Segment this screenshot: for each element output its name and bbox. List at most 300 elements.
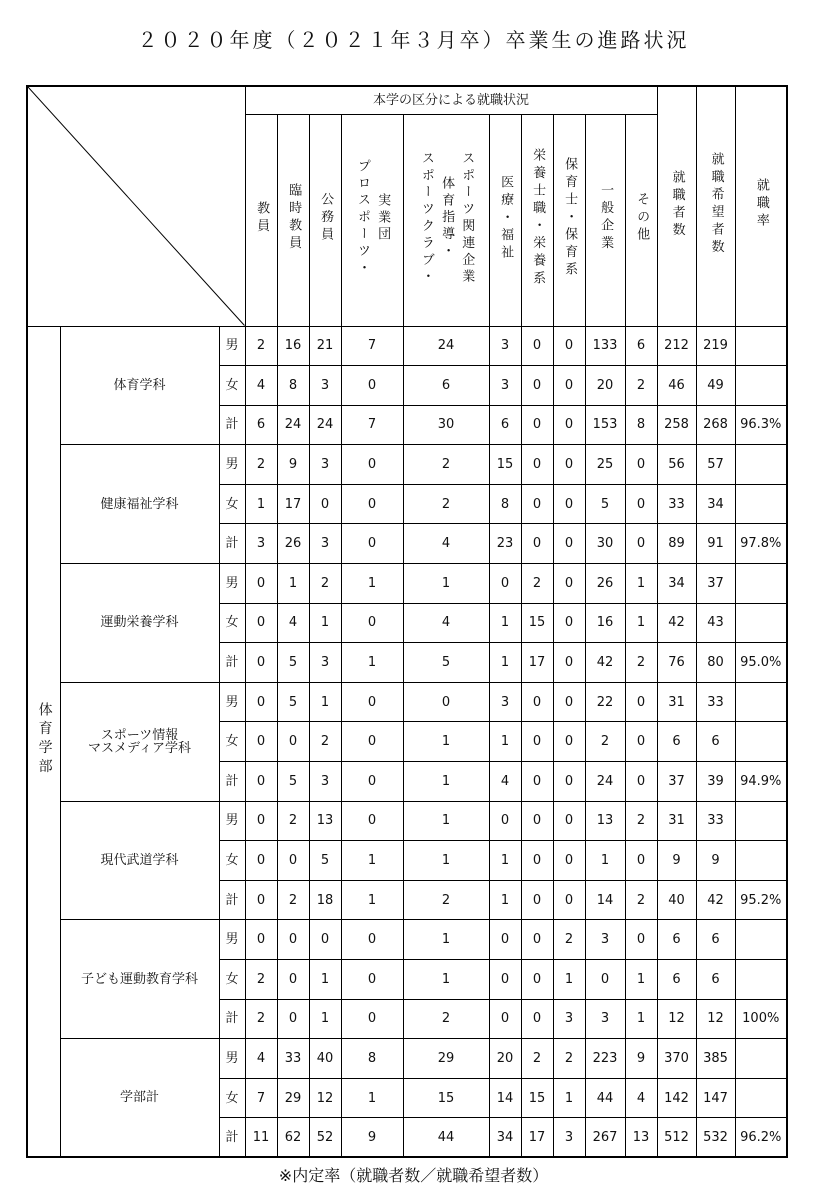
value-cell: 0 bbox=[585, 960, 625, 1000]
value-cell: 15 bbox=[521, 603, 553, 643]
value-cell: 2 bbox=[585, 722, 625, 762]
value-cell: 5 bbox=[309, 841, 341, 881]
value-cell: 15 bbox=[403, 1078, 489, 1118]
value-cell: 49 bbox=[696, 366, 735, 406]
value-cell: 34 bbox=[657, 564, 696, 604]
value-cell: 0 bbox=[553, 326, 585, 366]
value-cell: 7 bbox=[245, 1078, 277, 1118]
value-cell: 13 bbox=[625, 1118, 657, 1158]
value-cell: 18 bbox=[309, 880, 341, 920]
value-cell: 0 bbox=[403, 682, 489, 722]
value-cell: 1 bbox=[309, 603, 341, 643]
value-cell: 1 bbox=[341, 1078, 403, 1118]
value-cell: 3 bbox=[309, 643, 341, 683]
value-cell: 1 bbox=[625, 603, 657, 643]
gender-label: 男 bbox=[219, 1039, 245, 1079]
gender-label: 女 bbox=[219, 960, 245, 1000]
value-cell: 0 bbox=[341, 999, 403, 1039]
value-cell: 3 bbox=[309, 524, 341, 564]
department-name bbox=[60, 564, 219, 683]
value-cell: 46 bbox=[657, 366, 696, 406]
value-cell: 15 bbox=[521, 1078, 553, 1118]
value-cell: 5 bbox=[277, 643, 309, 683]
value-cell: 4 bbox=[403, 603, 489, 643]
value-cell: 2 bbox=[625, 880, 657, 920]
value-cell: 7 bbox=[341, 326, 403, 366]
value-cell: 1 bbox=[489, 603, 521, 643]
value-cell: 39 bbox=[696, 762, 735, 802]
gender-label: 男 bbox=[219, 920, 245, 960]
value-cell: 0 bbox=[625, 524, 657, 564]
value-cell: 23 bbox=[489, 524, 521, 564]
value-cell: 0 bbox=[625, 841, 657, 881]
value-cell: 3 bbox=[309, 445, 341, 485]
value-cell: 1 bbox=[341, 564, 403, 604]
header-label: その他 bbox=[634, 192, 650, 245]
value-cell: 0 bbox=[553, 801, 585, 841]
value-cell: 0 bbox=[341, 445, 403, 485]
value-cell: 31 bbox=[657, 682, 696, 722]
header-general-company bbox=[585, 114, 625, 326]
value-cell: 0 bbox=[341, 960, 403, 1000]
value-cell: 1 bbox=[625, 960, 657, 1000]
value-cell: 3 bbox=[245, 524, 277, 564]
value-cell: 7 bbox=[341, 405, 403, 445]
value-cell: 0 bbox=[521, 682, 553, 722]
value-cell: 17 bbox=[521, 1118, 553, 1158]
department-name-line: スポーツ情報 bbox=[100, 727, 179, 743]
gender-label: 計 bbox=[219, 405, 245, 445]
table-row bbox=[27, 801, 787, 841]
header-label: 栄養士職・栄養系 bbox=[530, 148, 546, 289]
value-cell: 1 bbox=[403, 920, 489, 960]
value-cell: 1 bbox=[309, 960, 341, 1000]
value-cell: 2 bbox=[277, 801, 309, 841]
value-cell: 0 bbox=[245, 643, 277, 683]
value-cell: 17 bbox=[277, 484, 309, 524]
value-cell: 0 bbox=[341, 524, 403, 564]
value-cell: 12 bbox=[309, 1078, 341, 1118]
value-cell: 0 bbox=[553, 762, 585, 802]
gender-label: 計 bbox=[219, 999, 245, 1039]
value-cell: 6 bbox=[657, 722, 696, 762]
gender-label: 計 bbox=[219, 880, 245, 920]
value-cell: 1 bbox=[489, 643, 521, 683]
rate-cell bbox=[735, 564, 787, 604]
value-cell: 4 bbox=[625, 1078, 657, 1118]
rate-cell: 94.9% bbox=[735, 762, 787, 802]
header-label: 医療・福祉 bbox=[498, 174, 514, 263]
gender-label: 計 bbox=[219, 643, 245, 683]
value-cell: 16 bbox=[277, 326, 309, 366]
value-cell: 0 bbox=[521, 722, 553, 762]
value-cell: 370 bbox=[657, 1039, 696, 1079]
value-cell: 1 bbox=[489, 722, 521, 762]
value-cell: 0 bbox=[489, 920, 521, 960]
rate-cell bbox=[735, 1078, 787, 1118]
value-cell: 6 bbox=[696, 722, 735, 762]
rate-cell bbox=[735, 445, 787, 485]
value-cell: 0 bbox=[553, 484, 585, 524]
value-cell: 3 bbox=[489, 682, 521, 722]
value-cell: 3 bbox=[585, 999, 625, 1039]
value-cell: 1 bbox=[341, 643, 403, 683]
gender-label: 女 bbox=[219, 1078, 245, 1118]
value-cell: 2 bbox=[625, 366, 657, 406]
value-cell: 1 bbox=[403, 801, 489, 841]
header-label: 臨時教員 bbox=[286, 183, 302, 254]
value-cell: 44 bbox=[403, 1118, 489, 1158]
header-label: 一般企業 bbox=[598, 183, 614, 254]
value-cell: 532 bbox=[696, 1118, 735, 1158]
value-cell: 0 bbox=[245, 801, 277, 841]
value-cell: 29 bbox=[403, 1039, 489, 1079]
value-cell: 2 bbox=[309, 722, 341, 762]
value-cell: 2 bbox=[277, 880, 309, 920]
header-label: 就職希望者数 bbox=[708, 152, 724, 258]
value-cell: 2 bbox=[245, 445, 277, 485]
value-cell: 1 bbox=[585, 841, 625, 881]
rate-cell bbox=[735, 801, 787, 841]
value-cell: 24 bbox=[403, 326, 489, 366]
value-cell: 385 bbox=[696, 1039, 735, 1079]
rate-cell bbox=[735, 366, 787, 406]
header-label: 就職者数 bbox=[669, 169, 685, 240]
rate-cell bbox=[735, 682, 787, 722]
value-cell: 1 bbox=[625, 564, 657, 604]
value-cell: 40 bbox=[657, 880, 696, 920]
value-cell: 0 bbox=[341, 722, 403, 762]
value-cell: 33 bbox=[657, 484, 696, 524]
value-cell: 3 bbox=[309, 762, 341, 802]
value-cell: 2 bbox=[309, 564, 341, 604]
gender-label: 男 bbox=[219, 564, 245, 604]
header-nutritionist bbox=[521, 114, 553, 326]
value-cell: 3 bbox=[489, 326, 521, 366]
value-cell: 42 bbox=[585, 643, 625, 683]
value-cell: 62 bbox=[277, 1118, 309, 1158]
value-cell: 0 bbox=[277, 722, 309, 762]
rate-cell bbox=[735, 603, 787, 643]
value-cell: 0 bbox=[245, 682, 277, 722]
value-cell: 0 bbox=[341, 366, 403, 406]
value-cell: 24 bbox=[277, 405, 309, 445]
value-cell: 3 bbox=[309, 366, 341, 406]
value-cell: 0 bbox=[245, 880, 277, 920]
value-cell: 268 bbox=[696, 405, 735, 445]
rate-cell: 100% bbox=[735, 999, 787, 1039]
value-cell: 5 bbox=[403, 643, 489, 683]
value-cell: 219 bbox=[696, 326, 735, 366]
value-cell: 512 bbox=[657, 1118, 696, 1158]
value-cell: 14 bbox=[585, 880, 625, 920]
value-cell: 223 bbox=[585, 1039, 625, 1079]
value-cell: 212 bbox=[657, 326, 696, 366]
value-cell: 3 bbox=[489, 366, 521, 406]
value-cell: 9 bbox=[341, 1118, 403, 1158]
value-cell: 8 bbox=[625, 405, 657, 445]
value-cell: 25 bbox=[585, 445, 625, 485]
value-cell: 8 bbox=[341, 1039, 403, 1079]
value-cell: 0 bbox=[309, 484, 341, 524]
rate-cell: 97.8% bbox=[735, 524, 787, 564]
value-cell: 0 bbox=[553, 841, 585, 881]
value-cell: 0 bbox=[245, 722, 277, 762]
page-title: ２０２０年度（２０２１年３月卒）卒業生の進路状況 bbox=[137, 28, 690, 52]
value-cell: 26 bbox=[277, 524, 309, 564]
gender-label: 女 bbox=[219, 366, 245, 406]
header-label: スポーツ関連企業 体育指導・ スポーツクラブ・ bbox=[418, 150, 475, 287]
value-cell: 4 bbox=[245, 366, 277, 406]
value-cell: 22 bbox=[585, 682, 625, 722]
value-cell: 0 bbox=[521, 445, 553, 485]
value-cell: 30 bbox=[403, 405, 489, 445]
gender-label: 男 bbox=[219, 326, 245, 366]
value-cell: 12 bbox=[657, 999, 696, 1039]
value-cell: 0 bbox=[521, 762, 553, 802]
value-cell: 2 bbox=[245, 960, 277, 1000]
value-cell: 0 bbox=[341, 682, 403, 722]
rate-cell bbox=[735, 484, 787, 524]
department-name-line: 学部計 bbox=[119, 1090, 159, 1106]
header-other bbox=[625, 114, 657, 326]
value-cell: 37 bbox=[696, 564, 735, 604]
value-cell: 1 bbox=[553, 960, 585, 1000]
employment-status-table bbox=[26, 85, 788, 1158]
header-employment-rate bbox=[735, 86, 787, 326]
rate-cell bbox=[735, 722, 787, 762]
table-row bbox=[27, 445, 787, 485]
value-cell: 0 bbox=[521, 405, 553, 445]
value-cell: 0 bbox=[553, 524, 585, 564]
header-label: 保育士・保育系 bbox=[562, 157, 578, 280]
value-cell: 0 bbox=[553, 445, 585, 485]
value-cell: 2 bbox=[403, 999, 489, 1039]
value-cell: 0 bbox=[341, 603, 403, 643]
value-cell: 0 bbox=[521, 484, 553, 524]
value-cell: 29 bbox=[277, 1078, 309, 1118]
value-cell: 11 bbox=[245, 1118, 277, 1158]
gender-label: 女 bbox=[219, 722, 245, 762]
value-cell: 0 bbox=[553, 682, 585, 722]
department-name bbox=[60, 920, 219, 1039]
gender-label: 計 bbox=[219, 524, 245, 564]
value-cell: 0 bbox=[625, 762, 657, 802]
value-cell: 0 bbox=[625, 722, 657, 762]
value-cell: 2 bbox=[403, 445, 489, 485]
value-cell: 1 bbox=[403, 564, 489, 604]
rate-cell: 96.3% bbox=[735, 405, 787, 445]
value-cell: 43 bbox=[696, 603, 735, 643]
department-name-line: マスメディア学科 bbox=[88, 740, 191, 756]
header-medical-welfare bbox=[489, 114, 521, 326]
faculty-label: 体育学部 bbox=[36, 702, 53, 778]
value-cell: 76 bbox=[657, 643, 696, 683]
value-cell: 0 bbox=[521, 801, 553, 841]
gender-label: 計 bbox=[219, 762, 245, 802]
value-cell: 42 bbox=[657, 603, 696, 643]
rate-cell bbox=[735, 1039, 787, 1079]
header-label: 公務員 bbox=[318, 192, 334, 245]
value-cell: 17 bbox=[521, 643, 553, 683]
value-cell: 4 bbox=[489, 762, 521, 802]
header-childcare bbox=[553, 114, 585, 326]
table-row bbox=[27, 920, 787, 960]
value-cell: 0 bbox=[341, 484, 403, 524]
value-cell: 91 bbox=[696, 524, 735, 564]
value-cell: 24 bbox=[309, 405, 341, 445]
header-label: 実業団 プロスポーツ・ bbox=[355, 159, 391, 278]
value-cell: 0 bbox=[245, 920, 277, 960]
department-name bbox=[60, 801, 219, 920]
value-cell: 33 bbox=[696, 801, 735, 841]
value-cell: 8 bbox=[489, 484, 521, 524]
value-cell: 0 bbox=[245, 564, 277, 604]
value-cell: 0 bbox=[625, 445, 657, 485]
value-cell: 6 bbox=[403, 366, 489, 406]
value-cell: 9 bbox=[657, 841, 696, 881]
value-cell: 2 bbox=[625, 643, 657, 683]
value-cell: 20 bbox=[489, 1039, 521, 1079]
value-cell: 0 bbox=[489, 999, 521, 1039]
value-cell: 0 bbox=[277, 920, 309, 960]
value-cell: 6 bbox=[657, 960, 696, 1000]
value-cell: 1 bbox=[277, 564, 309, 604]
department-name-line: 体育学科 bbox=[113, 377, 166, 393]
value-cell: 6 bbox=[696, 960, 735, 1000]
value-cell: 0 bbox=[553, 564, 585, 604]
value-cell: 0 bbox=[553, 643, 585, 683]
value-cell: 1 bbox=[309, 999, 341, 1039]
value-cell: 4 bbox=[403, 524, 489, 564]
value-cell: 0 bbox=[521, 999, 553, 1039]
department-name bbox=[60, 326, 219, 445]
value-cell: 9 bbox=[277, 445, 309, 485]
rate-cell bbox=[735, 326, 787, 366]
value-cell: 15 bbox=[489, 445, 521, 485]
value-cell: 6 bbox=[625, 326, 657, 366]
value-cell: 0 bbox=[553, 880, 585, 920]
value-cell: 30 bbox=[585, 524, 625, 564]
value-cell: 0 bbox=[553, 366, 585, 406]
value-cell: 3 bbox=[553, 1118, 585, 1158]
value-cell: 9 bbox=[625, 1039, 657, 1079]
value-cell: 21 bbox=[309, 326, 341, 366]
value-cell: 0 bbox=[489, 960, 521, 1000]
value-cell: 2 bbox=[553, 1039, 585, 1079]
department-name-line: 現代武道学科 bbox=[100, 853, 179, 869]
value-cell: 4 bbox=[277, 603, 309, 643]
value-cell: 6 bbox=[245, 405, 277, 445]
section-header: 本学の区分による就職状況 bbox=[245, 86, 657, 114]
value-cell: 258 bbox=[657, 405, 696, 445]
value-cell: 0 bbox=[553, 603, 585, 643]
value-cell: 34 bbox=[696, 484, 735, 524]
value-cell: 147 bbox=[696, 1078, 735, 1118]
value-cell: 42 bbox=[696, 880, 735, 920]
header-pro-sports bbox=[341, 114, 403, 326]
value-cell: 37 bbox=[657, 762, 696, 802]
value-cell: 6 bbox=[489, 405, 521, 445]
value-cell: 142 bbox=[657, 1078, 696, 1118]
value-cell: 5 bbox=[277, 762, 309, 802]
rate-cell: 95.2% bbox=[735, 880, 787, 920]
value-cell: 34 bbox=[489, 1118, 521, 1158]
table-row bbox=[27, 564, 787, 604]
value-cell: 1 bbox=[341, 880, 403, 920]
value-cell: 52 bbox=[309, 1118, 341, 1158]
header-civil-servant bbox=[309, 114, 341, 326]
value-cell: 1 bbox=[489, 880, 521, 920]
value-cell: 1 bbox=[245, 484, 277, 524]
value-cell: 56 bbox=[657, 445, 696, 485]
gender-label: 計 bbox=[219, 1118, 245, 1158]
value-cell: 2 bbox=[245, 999, 277, 1039]
value-cell: 2 bbox=[625, 801, 657, 841]
value-cell: 5 bbox=[585, 484, 625, 524]
value-cell: 0 bbox=[245, 603, 277, 643]
value-cell: 0 bbox=[521, 960, 553, 1000]
value-cell: 1 bbox=[625, 999, 657, 1039]
value-cell: 2 bbox=[553, 920, 585, 960]
department-name-line: 運動栄養学科 bbox=[100, 615, 179, 631]
diagonal-header-cell bbox=[27, 86, 245, 326]
header-label: 就職率 bbox=[753, 178, 769, 232]
value-cell: 31 bbox=[657, 801, 696, 841]
table-row bbox=[27, 1039, 787, 1079]
header-temp-teacher bbox=[277, 114, 309, 326]
value-cell: 80 bbox=[696, 643, 735, 683]
value-cell: 2 bbox=[403, 880, 489, 920]
rate-cell bbox=[735, 841, 787, 881]
value-cell: 0 bbox=[277, 841, 309, 881]
value-cell: 1 bbox=[403, 762, 489, 802]
value-cell: 0 bbox=[521, 366, 553, 406]
rate-cell: 95.0% bbox=[735, 643, 787, 683]
table-row bbox=[27, 682, 787, 722]
value-cell: 14 bbox=[489, 1078, 521, 1118]
gender-label: 女 bbox=[219, 484, 245, 524]
gender-label: 女 bbox=[219, 603, 245, 643]
value-cell: 267 bbox=[585, 1118, 625, 1158]
value-cell: 0 bbox=[625, 920, 657, 960]
value-cell: 1 bbox=[403, 960, 489, 1000]
value-cell: 0 bbox=[553, 722, 585, 762]
value-cell: 0 bbox=[277, 999, 309, 1039]
value-cell: 1 bbox=[489, 841, 521, 881]
value-cell: 8 bbox=[277, 366, 309, 406]
value-cell: 0 bbox=[489, 801, 521, 841]
value-cell: 0 bbox=[521, 880, 553, 920]
value-cell: 1 bbox=[403, 722, 489, 762]
rate-cell bbox=[735, 960, 787, 1000]
gender-label: 男 bbox=[219, 682, 245, 722]
rate-cell: 96.2% bbox=[735, 1118, 787, 1158]
header-label: 教員 bbox=[254, 200, 270, 237]
value-cell: 1 bbox=[341, 841, 403, 881]
department-name bbox=[60, 1039, 219, 1158]
value-cell: 9 bbox=[696, 841, 735, 881]
value-cell: 0 bbox=[341, 762, 403, 802]
value-cell: 1 bbox=[553, 1078, 585, 1118]
value-cell: 0 bbox=[341, 801, 403, 841]
value-cell: 3 bbox=[585, 920, 625, 960]
header-teacher bbox=[245, 114, 277, 326]
value-cell: 89 bbox=[657, 524, 696, 564]
gender-label: 男 bbox=[219, 801, 245, 841]
footnote: ※内定率（就職者数／就職希望者数） bbox=[278, 1166, 549, 1185]
value-cell: 26 bbox=[585, 564, 625, 604]
